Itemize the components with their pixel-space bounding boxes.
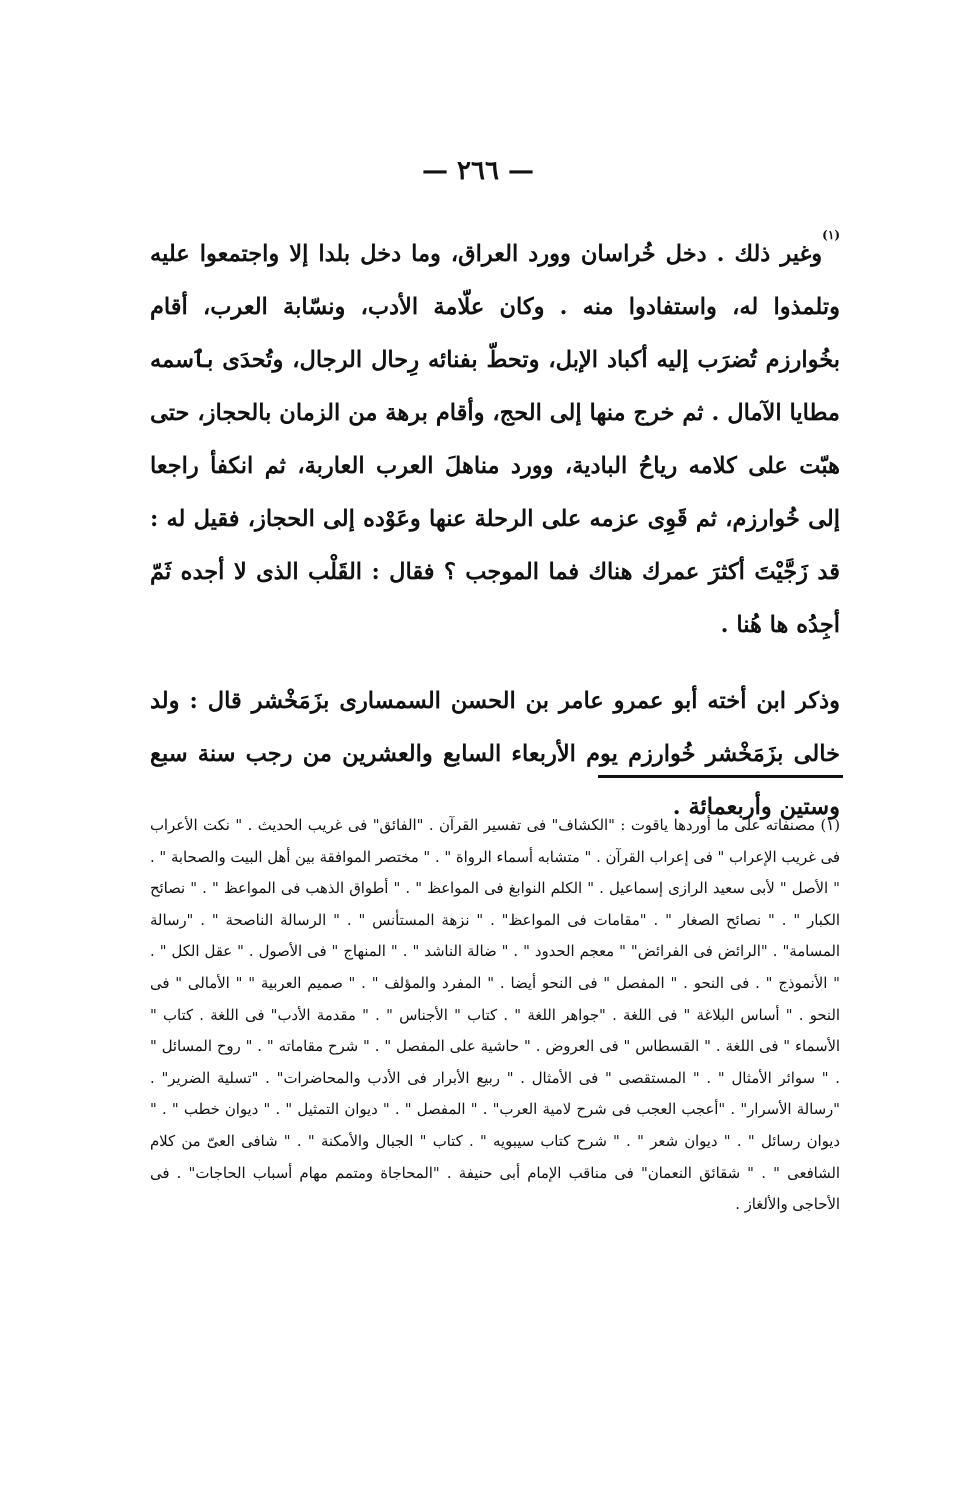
paragraph-1 <box>150 228 840 652</box>
footnote: (١) مصنفاته على ما أوردها ياقوت : "الكشاف" فى تفسير القرآن . "الفائق" فى غريب الحديث . " نكت الأعراب فى غريب الإعراب " فى إعراب القرآن . " متشابه أسماء الرواة " . " مختصر الموافقة بين أهل البيت والصحابة " . " الأصل " لأبى سعيد الرازى إسماعيل . " الكلم النوابغ فى المواعظ " . " أطواق الذهب فى المواعظ " . " نصائح الكبار " . " نصائح الصغار " . "مقامات فى المواعظ" . " نزهة المستأنس " . " الرسالة الناصحة " . "رسالة المسامة" . "الرائض فى الفرائض" " معجم الحدود " . " ضالة الناشد " . " المنهاج " فى الأصول . " عقل الكل " . " الأنموذج " . فى النحو . " المفصل " فى النحو أيضا . " المفرد والمؤلف " . " صميم العربية " " الأمالى " فى النحو . " أساس البلاغة " فى اللغة . "جواهر اللغة " . كتاب " الأجناس " . " مقدمة الأدب" فى اللغة . كتاب " الأسماء " فى اللغة . " القسطاس " فى العروض . " حاشية على المفصل " . " شرح مقاماته " . " روح المسائل " . " سوائر الأمثال " . " المستقصى " فى الأمثال . " ربيع الأبرار فى الأدب والمحاضرات" . "تسلية الضرير" . "رسالة الأسرار" . "أعجب العجب فى شرح لامية العرب" . " المفصل " . " ديوان التمثيل " . " ديوان خطب " . " ديوان رسائل " . " ديوان شعر " . " شرح كتاب سيبويه " . كتاب " الجبال والأمكنة " . " شافى العىّ من كلام الشافعى " . " شقائق النعمان" فى مناقب الإمام أبى حنيفة . "المحاجاة ومتمم مهام أسباب الحاجات" . فى الأحاجى والألغاز . <box>150 817 840 1214</box>
paragraph-1-text: وغير ذلك . دخل خُراسان وورد العراق، وما دخل بلدا إلا واجتمعوا عليه وتلمذوا له، واستفادوا منه . وكان علّامة الأدب، ونسّابة العرب، أقام بخُوارزم تُضرَب إليه أكباد الإبل، وتحطّ بفنائه رِحال الرجال، وتُحدَى بٱسمه مطايا الآمال . ثم خرج منها إلى الحج، وأقام برهة من الزمان بالحجاز، حتى هبّت على كلامه رياحُ البادية، وورد مناهلَ العرب العاربة، ثم انكفأ راجعا إلى خُوارزم، ثم قَوِى عزمه على الرحلة عنها وعَوْده إلى الحجاز، فقيل له : قد زَجَّيْتَ أكثرَ عمرك هناك فما الموجب ؟ فقال : القَلْب الذى لا أجده ثَمّ أجِدُه ها هُنا . <box>150 241 840 638</box>
page-number: — ٢٦٦ — <box>421 156 535 186</box>
main-text <box>150 228 840 834</box>
paragraph-2: وذكر ابن أخته أبو عمرو عامر بن الحسن السمسارى بزَمَخْشر قال : ولد خالى بزَمَخْشر خُوارزم يوم الأربعاء السابع والعشرين من رجب سنة سبع وستين وأربعمائة . <box>150 688 840 820</box>
footnote-separator <box>598 775 843 778</box>
footnote-reference: (١) <box>822 228 840 242</box>
